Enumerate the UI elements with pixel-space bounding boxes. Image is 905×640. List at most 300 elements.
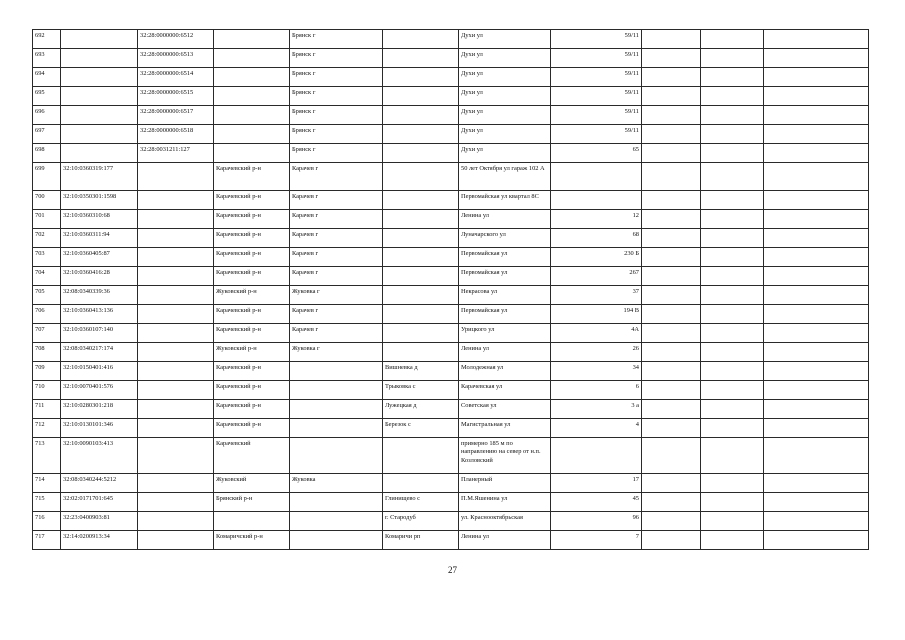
table-row xyxy=(33,30,869,49)
street-cell: примерно 185 м по направлению на север от н.п. Козловский xyxy=(459,438,551,474)
object-code xyxy=(138,248,214,267)
settlement-cell xyxy=(383,191,459,210)
cadastral-number: 32:10:0360413:136 xyxy=(61,305,138,324)
settlement-cell xyxy=(383,106,459,125)
house-cell: 34 xyxy=(551,362,642,381)
extra-cell-3 xyxy=(764,305,869,324)
extra-cell-3 xyxy=(764,324,869,343)
settlement-cell xyxy=(383,49,459,68)
extra-cell-2 xyxy=(701,87,764,106)
row-number: 714 xyxy=(33,474,61,493)
extra-cell-1 xyxy=(642,324,701,343)
object-code xyxy=(138,531,214,550)
object-code xyxy=(138,229,214,248)
cadastral-number: 32:08:0340244:5212 xyxy=(61,474,138,493)
cadastral-number: 32:10:0280301:218 xyxy=(61,400,138,419)
street-cell: 50 лет Октября ул гараж 102 А xyxy=(459,163,551,191)
extra-cell-2 xyxy=(701,163,764,191)
cadastral-number: 32:02:0171701:645 xyxy=(61,493,138,512)
district-cell: Карачевский р-н xyxy=(214,191,290,210)
city-cell xyxy=(290,362,383,381)
row-number: 708 xyxy=(33,343,61,362)
settlement-cell xyxy=(383,438,459,474)
street-cell: Первомайская ул xyxy=(459,267,551,286)
district-cell: Карачевский р-н xyxy=(214,210,290,229)
extra-cell-2 xyxy=(701,248,764,267)
extra-cell-1 xyxy=(642,30,701,49)
settlement-cell: Березок с xyxy=(383,419,459,438)
city-cell xyxy=(290,531,383,550)
extra-cell-3 xyxy=(764,163,869,191)
city-cell: Брянск г xyxy=(290,68,383,87)
district-cell xyxy=(214,30,290,49)
row-number: 706 xyxy=(33,305,61,324)
house-cell: 17 xyxy=(551,474,642,493)
street-cell: Духи ул xyxy=(459,49,551,68)
district-cell: Карачевский р-н xyxy=(214,267,290,286)
district-cell: Карачевский xyxy=(214,438,290,474)
object-code xyxy=(138,474,214,493)
house-cell: 59/11 xyxy=(551,106,642,125)
district-cell xyxy=(214,512,290,531)
city-cell xyxy=(290,493,383,512)
cadastral-number: 32:10:0360405:87 xyxy=(61,248,138,267)
table-row xyxy=(33,144,869,163)
street-cell: Духи ул xyxy=(459,68,551,87)
row-number: 705 xyxy=(33,286,61,305)
table-row xyxy=(33,68,869,87)
street-cell: Луначарского ул xyxy=(459,229,551,248)
extra-cell-2 xyxy=(701,106,764,125)
object-code xyxy=(138,324,214,343)
extra-cell-2 xyxy=(701,267,764,286)
house-cell: 65 xyxy=(551,144,642,163)
district-cell: Карачевский р-н xyxy=(214,419,290,438)
row-number: 699 xyxy=(33,163,61,191)
settlement-cell: Комаричи рп xyxy=(383,531,459,550)
district-cell xyxy=(214,125,290,144)
extra-cell-2 xyxy=(701,531,764,550)
extra-cell-1 xyxy=(642,248,701,267)
street-cell: Первомайская ул квартал 8С xyxy=(459,191,551,210)
cadastral-number: 32:10:0360416:28 xyxy=(61,267,138,286)
cadastral-number: 32:10:0130101:346 xyxy=(61,419,138,438)
row-number: 692 xyxy=(33,30,61,49)
district-cell: Карачевский р-н xyxy=(214,381,290,400)
table-row xyxy=(33,305,869,324)
extra-cell-1 xyxy=(642,305,701,324)
extra-cell-1 xyxy=(642,419,701,438)
house-cell: 96 xyxy=(551,512,642,531)
cadastral-number xyxy=(61,68,138,87)
extra-cell-3 xyxy=(764,87,869,106)
city-cell: Жуковка г xyxy=(290,286,383,305)
extra-cell-3 xyxy=(764,191,869,210)
row-number: 695 xyxy=(33,87,61,106)
street-cell: ул. Краснооктябрьская xyxy=(459,512,551,531)
extra-cell-1 xyxy=(642,512,701,531)
district-cell: Карачевский р-н xyxy=(214,400,290,419)
house-cell: 7 xyxy=(551,531,642,550)
extra-cell-2 xyxy=(701,362,764,381)
extra-cell-3 xyxy=(764,419,869,438)
district-cell: Карачевский р-н xyxy=(214,324,290,343)
house-cell xyxy=(551,438,642,474)
row-number: 712 xyxy=(33,419,61,438)
street-cell: Духи ул xyxy=(459,125,551,144)
district-cell: Жуковский xyxy=(214,474,290,493)
table-row xyxy=(33,87,869,106)
cadastral-number xyxy=(61,87,138,106)
object-code: 32:28:0031211:127 xyxy=(138,144,214,163)
extra-cell-1 xyxy=(642,381,701,400)
extra-cell-2 xyxy=(701,324,764,343)
extra-cell-2 xyxy=(701,493,764,512)
table-row xyxy=(33,248,869,267)
settlement-cell xyxy=(383,30,459,49)
extra-cell-1 xyxy=(642,286,701,305)
settlement-cell: Вишневка д xyxy=(383,362,459,381)
city-cell xyxy=(290,419,383,438)
page-number: 27 xyxy=(448,565,457,575)
extra-cell-2 xyxy=(701,191,764,210)
extra-cell-1 xyxy=(642,49,701,68)
street-cell: Ленина ул xyxy=(459,343,551,362)
cadastral-number xyxy=(61,144,138,163)
row-number: 702 xyxy=(33,229,61,248)
extra-cell-2 xyxy=(701,381,764,400)
object-code xyxy=(138,493,214,512)
object-code xyxy=(138,286,214,305)
house-cell: 3 а xyxy=(551,400,642,419)
extra-cell-1 xyxy=(642,531,701,550)
cadastral-number xyxy=(61,125,138,144)
object-code: 32:28:0000000:6514 xyxy=(138,68,214,87)
object-code xyxy=(138,191,214,210)
street-cell: Магистральная ул xyxy=(459,419,551,438)
extra-cell-3 xyxy=(764,362,869,381)
cadastral-number: 32:10:0360311:94 xyxy=(61,229,138,248)
city-cell: Брянск г xyxy=(290,49,383,68)
extra-cell-1 xyxy=(642,68,701,87)
settlement-cell xyxy=(383,68,459,87)
extra-cell-3 xyxy=(764,68,869,87)
district-cell: Карачевский р-н xyxy=(214,248,290,267)
extra-cell-3 xyxy=(764,286,869,305)
cadastral-number xyxy=(61,30,138,49)
street-cell: Первомайская ул xyxy=(459,248,551,267)
extra-cell-1 xyxy=(642,438,701,474)
row-number: 715 xyxy=(33,493,61,512)
table-row xyxy=(33,229,869,248)
extra-cell-2 xyxy=(701,400,764,419)
object-code xyxy=(138,419,214,438)
cadastral-number: 32:08:0340339:36 xyxy=(61,286,138,305)
settlement-cell xyxy=(383,163,459,191)
extra-cell-2 xyxy=(701,343,764,362)
object-code xyxy=(138,381,214,400)
settlement-cell xyxy=(383,210,459,229)
settlement-cell: г. Стародуб xyxy=(383,512,459,531)
row-number: 693 xyxy=(33,49,61,68)
house-cell xyxy=(551,163,642,191)
extra-cell-3 xyxy=(764,381,869,400)
district-cell: Комаричский р-н xyxy=(214,531,290,550)
settlement-cell xyxy=(383,248,459,267)
cadastral-number: 32:10:0150401:416 xyxy=(61,362,138,381)
table-row xyxy=(33,438,869,474)
extra-cell-3 xyxy=(764,248,869,267)
table-row xyxy=(33,512,869,531)
house-cell: 4А xyxy=(551,324,642,343)
row-number: 701 xyxy=(33,210,61,229)
object-code: 32:28:0000000:6518 xyxy=(138,125,214,144)
cadastral-number: 32:10:0360319:177 xyxy=(61,163,138,191)
extra-cell-1 xyxy=(642,343,701,362)
city-cell: Карачев г xyxy=(290,229,383,248)
street-cell: Духи ул xyxy=(459,106,551,125)
table-row xyxy=(33,163,869,191)
row-number: 698 xyxy=(33,144,61,163)
city-cell: Карачев г xyxy=(290,305,383,324)
table-row xyxy=(33,106,869,125)
house-cell: 4 xyxy=(551,419,642,438)
settlement-cell: Глинищево с xyxy=(383,493,459,512)
table-row xyxy=(33,419,869,438)
street-cell: Урицкого ул xyxy=(459,324,551,343)
settlement-cell xyxy=(383,87,459,106)
district-cell: Жуковский р-н xyxy=(214,286,290,305)
row-number: 696 xyxy=(33,106,61,125)
extra-cell-1 xyxy=(642,87,701,106)
extra-cell-1 xyxy=(642,362,701,381)
cadastral-number: 32:14:0200913:34 xyxy=(61,531,138,550)
object-code xyxy=(138,400,214,419)
extra-cell-1 xyxy=(642,267,701,286)
extra-cell-2 xyxy=(701,49,764,68)
table-row xyxy=(33,210,869,229)
district-cell: Карачевский р-н xyxy=(214,305,290,324)
table-row xyxy=(33,400,869,419)
settlement-cell xyxy=(383,305,459,324)
extra-cell-2 xyxy=(701,68,764,87)
table-row xyxy=(33,343,869,362)
extra-cell-1 xyxy=(642,191,701,210)
city-cell xyxy=(290,438,383,474)
cadastral-number: 32:10:0360310:68 xyxy=(61,210,138,229)
district-cell xyxy=(214,106,290,125)
street-cell: П.М.Яшенина ул xyxy=(459,493,551,512)
row-number: 713 xyxy=(33,438,61,474)
street-cell: Советская ул xyxy=(459,400,551,419)
extra-cell-2 xyxy=(701,512,764,531)
extra-cell-1 xyxy=(642,400,701,419)
table-row xyxy=(33,286,869,305)
extra-cell-1 xyxy=(642,474,701,493)
cadastral-number: 32:08:0340217:174 xyxy=(61,343,138,362)
table-row xyxy=(33,531,869,550)
table-row xyxy=(33,493,869,512)
district-cell xyxy=(214,68,290,87)
extra-cell-3 xyxy=(764,400,869,419)
city-cell xyxy=(290,381,383,400)
street-cell: Первомайская ул xyxy=(459,305,551,324)
city-cell: Карачев г xyxy=(290,324,383,343)
row-number: 697 xyxy=(33,125,61,144)
house-cell: 37 xyxy=(551,286,642,305)
street-cell: Молодежная ул xyxy=(459,362,551,381)
settlement-cell xyxy=(383,474,459,493)
object-code xyxy=(138,305,214,324)
object-code xyxy=(138,362,214,381)
house-cell: 59/11 xyxy=(551,30,642,49)
settlement-cell: Трыковка с xyxy=(383,381,459,400)
settlement-cell xyxy=(383,144,459,163)
row-number: 717 xyxy=(33,531,61,550)
cadastral-number: 32:10:0090103:413 xyxy=(61,438,138,474)
district-cell xyxy=(214,87,290,106)
city-cell: Карачев г xyxy=(290,191,383,210)
extra-cell-3 xyxy=(764,30,869,49)
city-cell: Жуковка xyxy=(290,474,383,493)
city-cell: Брянск г xyxy=(290,144,383,163)
house-cell: 230 Б xyxy=(551,248,642,267)
house-cell: 59/11 xyxy=(551,125,642,144)
extra-cell-1 xyxy=(642,229,701,248)
city-cell: Брянск г xyxy=(290,125,383,144)
street-cell: Ленина ул xyxy=(459,531,551,550)
object-code xyxy=(138,438,214,474)
house-cell: 267 xyxy=(551,267,642,286)
object-code: 32:28:0000000:6512 xyxy=(138,30,214,49)
extra-cell-2 xyxy=(701,229,764,248)
district-cell xyxy=(214,144,290,163)
extra-cell-3 xyxy=(764,49,869,68)
extra-cell-3 xyxy=(764,493,869,512)
city-cell xyxy=(290,512,383,531)
city-cell: Карачев г xyxy=(290,163,383,191)
extra-cell-3 xyxy=(764,512,869,531)
table-row xyxy=(33,381,869,400)
object-code xyxy=(138,343,214,362)
district-cell: Карачевский р-н xyxy=(214,229,290,248)
house-cell: 194 В xyxy=(551,305,642,324)
city-cell: Брянск г xyxy=(290,87,383,106)
extra-cell-2 xyxy=(701,210,764,229)
row-number: 704 xyxy=(33,267,61,286)
row-number: 710 xyxy=(33,381,61,400)
house-cell: 12 xyxy=(551,210,642,229)
district-cell xyxy=(214,49,290,68)
extra-cell-1 xyxy=(642,106,701,125)
settlement-cell xyxy=(383,324,459,343)
extra-cell-2 xyxy=(701,474,764,493)
extra-cell-2 xyxy=(701,286,764,305)
cadastral-number: 32:10:0350301:1598 xyxy=(61,191,138,210)
settlement-cell: Лужецкая д xyxy=(383,400,459,419)
row-number: 703 xyxy=(33,248,61,267)
cadastral-number xyxy=(61,106,138,125)
extra-cell-3 xyxy=(764,125,869,144)
extra-cell-3 xyxy=(764,106,869,125)
table-row xyxy=(33,324,869,343)
district-cell: Жуковский р-н xyxy=(214,343,290,362)
city-cell: Карачев г xyxy=(290,210,383,229)
street-cell: Некрасова ул xyxy=(459,286,551,305)
table-row xyxy=(33,125,869,144)
extra-cell-2 xyxy=(701,30,764,49)
extra-cell-2 xyxy=(701,305,764,324)
object-code: 32:28:0000000:6513 xyxy=(138,49,214,68)
row-number: 707 xyxy=(33,324,61,343)
street-cell: Духи ул xyxy=(459,30,551,49)
city-cell: Брянск г xyxy=(290,30,383,49)
city-cell xyxy=(290,400,383,419)
street-cell: Планерный xyxy=(459,474,551,493)
cadastral-number: 32:10:0070401:576 xyxy=(61,381,138,400)
extra-cell-3 xyxy=(764,474,869,493)
object-code xyxy=(138,267,214,286)
street-cell: Ленина ул xyxy=(459,210,551,229)
cadastral-number: 32:23:0400903:81 xyxy=(61,512,138,531)
settlement-cell xyxy=(383,229,459,248)
table-row xyxy=(33,49,869,68)
row-number: 711 xyxy=(33,400,61,419)
cadastral-number xyxy=(61,49,138,68)
table-row xyxy=(33,267,869,286)
street-cell: Карачевская ул xyxy=(459,381,551,400)
street-cell: Духи ул xyxy=(459,144,551,163)
extra-cell-3 xyxy=(764,267,869,286)
object-code xyxy=(138,210,214,229)
extra-cell-2 xyxy=(701,438,764,474)
house-cell: 59/11 xyxy=(551,49,642,68)
table-row xyxy=(33,362,869,381)
district-cell: Брянский р-н xyxy=(214,493,290,512)
row-number: 709 xyxy=(33,362,61,381)
house-cell: 6 xyxy=(551,381,642,400)
city-cell: Карачев г xyxy=(290,267,383,286)
row-number: 716 xyxy=(33,512,61,531)
street-cell: Духи ул xyxy=(459,87,551,106)
extra-cell-2 xyxy=(701,125,764,144)
table-body xyxy=(33,30,869,550)
cadastral-number: 32:10:0360107:140 xyxy=(61,324,138,343)
object-code: 32:28:0000000:6515 xyxy=(138,87,214,106)
house-cell xyxy=(551,191,642,210)
district-cell: Карачевский р-н xyxy=(214,163,290,191)
extra-cell-1 xyxy=(642,144,701,163)
house-cell: 26 xyxy=(551,343,642,362)
house-cell: 68 xyxy=(551,229,642,248)
city-cell: Брянск г xyxy=(290,106,383,125)
property-registry-table xyxy=(32,29,869,550)
settlement-cell xyxy=(383,267,459,286)
extra-cell-3 xyxy=(764,229,869,248)
settlement-cell xyxy=(383,286,459,305)
house-cell: 59/11 xyxy=(551,87,642,106)
extra-cell-1 xyxy=(642,210,701,229)
table-row xyxy=(33,474,869,493)
settlement-cell xyxy=(383,125,459,144)
house-cell: 59/11 xyxy=(551,68,642,87)
extra-cell-3 xyxy=(764,144,869,163)
extra-cell-1 xyxy=(642,125,701,144)
city-cell: Жуковка г xyxy=(290,343,383,362)
extra-cell-2 xyxy=(701,419,764,438)
extra-cell-1 xyxy=(642,493,701,512)
extra-cell-3 xyxy=(764,210,869,229)
